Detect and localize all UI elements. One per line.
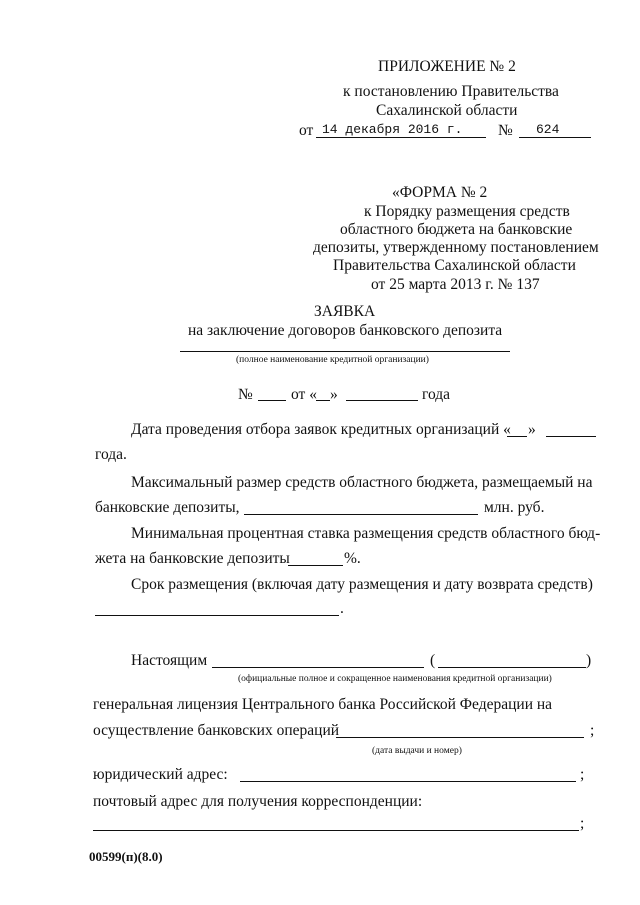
- appendix-title: ПРИЛОЖЕНИЕ № 2: [378, 58, 516, 75]
- legal-address-label: юридический адрес:: [93, 766, 228, 783]
- license-text-2: осуществление банковских операций: [93, 722, 340, 739]
- p3-text-2: жета на банковские депозиты: [95, 550, 290, 567]
- license-caption: (дата выдачи и номер): [372, 746, 462, 756]
- short-name-close-paren: ): [586, 652, 592, 669]
- hereby-label: Настоящим: [131, 652, 208, 669]
- p4-term-blank: [95, 615, 339, 616]
- p1-year: года.: [95, 446, 127, 463]
- org-name-caption: (полное наименование кредитной организации): [236, 355, 429, 365]
- p1-month-blank: [546, 436, 596, 437]
- p4-period: .: [340, 600, 344, 617]
- org-names-caption: (официальные полное и сокращенное наименования кредитной организации): [238, 674, 552, 684]
- appendix-line-2: Сахалинской области: [376, 102, 518, 119]
- full-name-blank: [212, 667, 424, 668]
- p3-percent: %.: [344, 550, 361, 567]
- form-ref-line-4: депозиты, утвержденному постановлением: [313, 239, 599, 256]
- appendix-number-value: 624: [536, 122, 560, 137]
- legal-address-blank: [240, 781, 576, 782]
- p3-rate-blank: [288, 565, 343, 566]
- appendix-line-1: к постановлению Правительства: [343, 83, 559, 100]
- form-ref-line-1: «ФОРМА № 2: [392, 184, 488, 201]
- license-blank: [336, 737, 584, 738]
- p1-day-blank: [507, 436, 527, 437]
- document-title: ЗАЯВКА: [314, 303, 376, 320]
- number-from: от «: [291, 386, 317, 403]
- footer-code: 00599(п)(8.0): [89, 849, 163, 864]
- month-blank: [346, 400, 418, 401]
- appendix-number-prefix: №: [498, 122, 513, 139]
- day-blank: [316, 400, 330, 401]
- number-blank: [258, 400, 286, 401]
- number-sign: №: [238, 386, 253, 403]
- p3-text-1: Минимальная процентная ставка размещения средств областного бюд-: [131, 525, 601, 542]
- postal-address-semicolon: ;: [580, 815, 585, 832]
- p1-close-quote: »: [528, 421, 536, 438]
- document-subtitle: на заключение договоров банковского депозита: [188, 322, 503, 339]
- form-ref-line-3: областного бюджета на банковские: [340, 221, 573, 238]
- postal-address-label: почтовый адрес для получения корреспонденции:: [93, 793, 423, 810]
- form-ref-line-5: Правительства Сахалинской области: [333, 257, 576, 274]
- postal-address-blank: [93, 830, 579, 831]
- appendix-date-underline: [316, 137, 486, 138]
- p2-text-1: Максимальный размер средств областного бюджета, размещаемый на: [131, 474, 593, 491]
- p2-unit: млн. руб.: [484, 499, 545, 516]
- number-close-quote: »: [330, 386, 338, 403]
- form-ref-line-6: от 25 марта 2013 г. № 137: [371, 276, 540, 293]
- appendix-date-prefix: от: [299, 122, 314, 139]
- appendix-number-underline: [519, 137, 591, 138]
- p2-text-2: банковские депозиты,: [95, 499, 240, 516]
- license-semicolon: ;: [590, 722, 595, 739]
- p1-text: Дата проведения отбора заявок кредитных организаций «: [131, 421, 511, 438]
- org-name-line: [180, 351, 510, 352]
- number-year: года: [422, 386, 451, 403]
- license-text-1: генеральная лицензия Центрального банка Российской Федерации на: [93, 696, 553, 713]
- form-ref-line-2: к Порядку размещения средств: [364, 203, 570, 220]
- p4-text-1: Срок размещения (включая дату размещения и дату возврата средств): [131, 576, 593, 593]
- short-name-open-paren: (: [430, 652, 436, 669]
- short-name-blank: [438, 667, 586, 668]
- p2-amount-blank: [244, 514, 478, 515]
- appendix-date-value: 14 декабря 2016 г.: [322, 122, 463, 137]
- legal-address-semicolon: ;: [580, 766, 585, 783]
